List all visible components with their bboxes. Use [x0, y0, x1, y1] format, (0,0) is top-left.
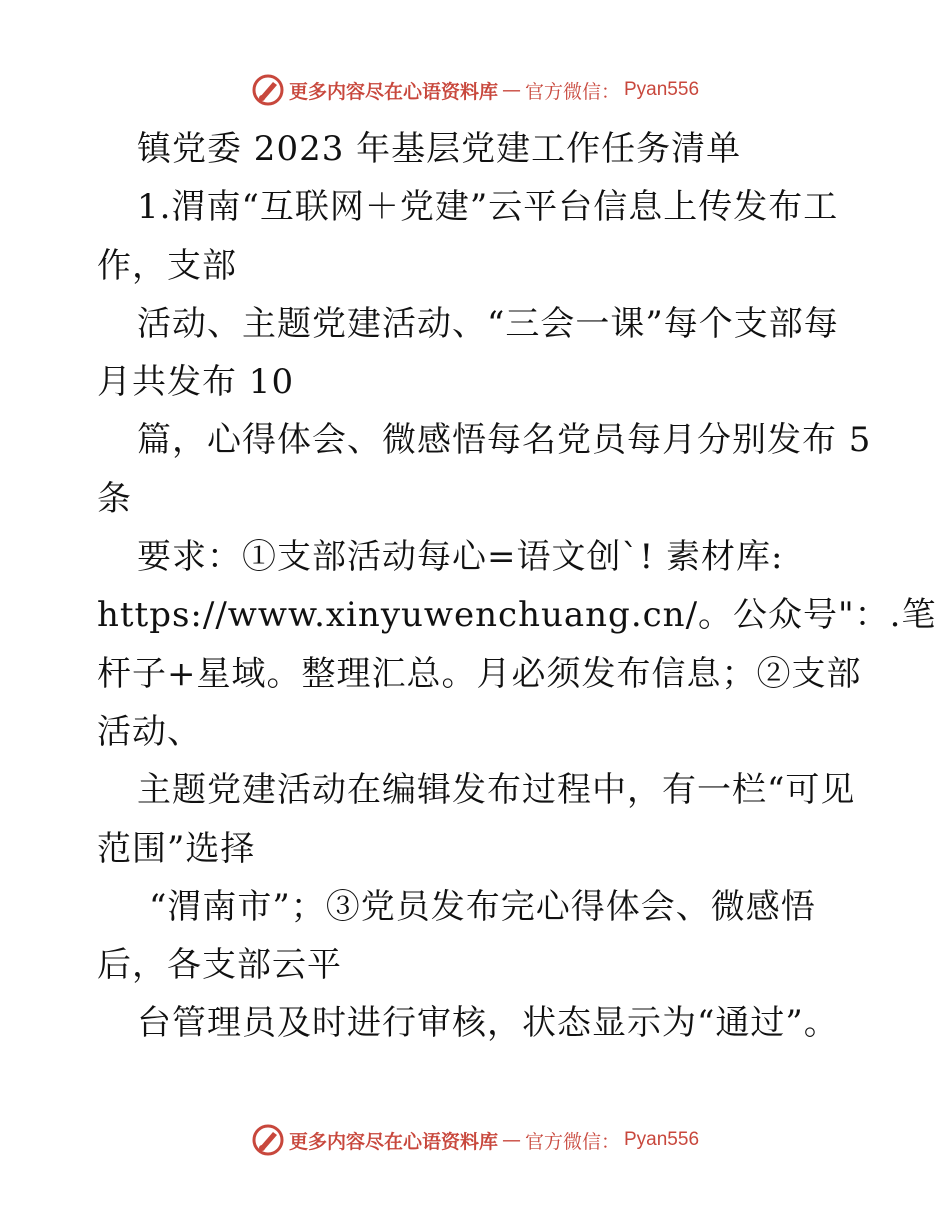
watermark-site-text: 更多内容尽在心语资料库	[288, 80, 498, 103]
text-line: 篇，心得体会、微感悟每名党员每月分别发布 5	[137, 420, 872, 461]
text-line: “渭南市”；③党员发布完心得体会、微感悟	[149, 886, 816, 927]
text-line: https://www.xinyuwenchuang.cn/。公众号"：.笔	[97, 595, 937, 636]
brush-logo-icon	[251, 73, 285, 107]
watermark-wechat-label: 官方微信：	[524, 80, 620, 103]
footer-watermark	[0, 1120, 950, 1160]
text-line: 主题党建活动在编辑发布过程中，有一栏“可见	[137, 770, 856, 811]
watermark-wechat-id: Pyan556	[624, 79, 700, 100]
text-line: 活动、主题党建活动、“三会一课”每个支部每	[137, 303, 839, 344]
text-line: 1.渭南“互联网＋党建”云平台信息上传发布工	[137, 187, 839, 228]
watermark-wechat-label: 官方微信：	[524, 1130, 620, 1153]
text-line: 月共发布 10	[97, 362, 295, 403]
document-title: 镇党委 2023 年基层党建工作任务清单	[137, 129, 742, 169]
header-watermark	[0, 70, 950, 110]
brush-logo-icon	[251, 1123, 285, 1157]
text-line: 杆子+星域。整理汇总。月必须发布信息；②支部	[97, 653, 862, 694]
text-line: 后，各支部云平	[97, 945, 342, 986]
document-body	[97, 120, 937, 1053]
text-line: 台管理员及时进行审核，状态显示为“通过”。	[137, 1003, 839, 1044]
watermark-separator: —	[501, 79, 521, 101]
text-line: 范围”选择	[97, 828, 256, 869]
text-line: 作，支部	[97, 245, 237, 286]
watermark-wechat-id: Pyan556	[624, 1129, 700, 1150]
watermark-site-text: 更多内容尽在心语资料库	[288, 1130, 498, 1153]
text-line: 条	[97, 478, 132, 519]
watermark-separator: —	[501, 1129, 521, 1151]
text-line: 要求：①支部活动每心=语文创`! 素材库:	[137, 537, 784, 578]
text-line: 活动、	[97, 711, 202, 752]
